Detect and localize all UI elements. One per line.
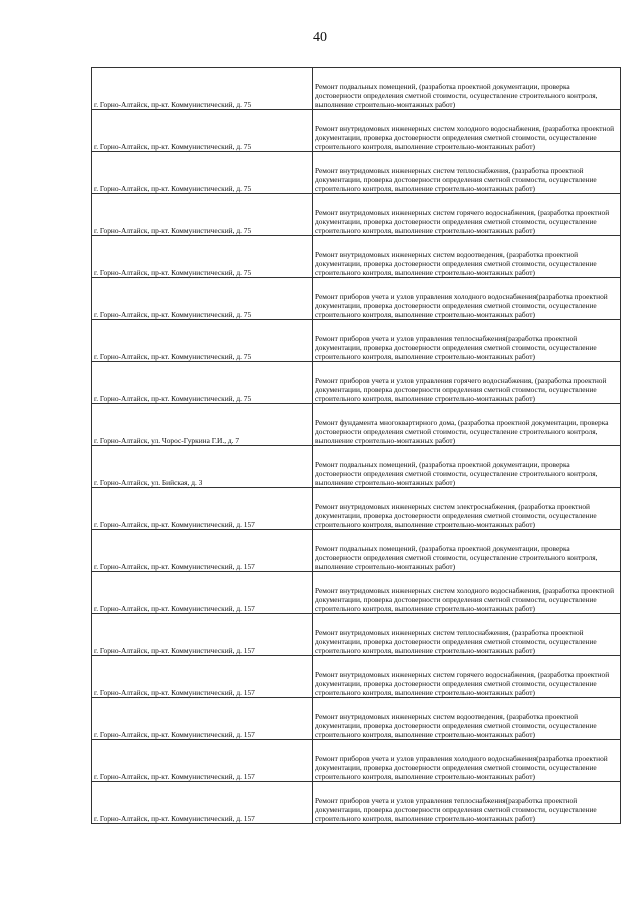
table-row — [92, 194, 621, 236]
table-row — [92, 488, 621, 530]
work-description-cell: Ремонт внутридомовых инженерных систем электроснабжения, (разработка проектной документации, проверка достоверности определения сметной стоимости, осуществление строительного контроля, выполнение строительно-монтажных работ) — [313, 488, 621, 530]
table-row — [92, 236, 621, 278]
address-cell: г. Горно-Алтайск, ул. Чорос-Гуркина Г.И., д. 7 — [92, 404, 313, 446]
table-row — [92, 320, 621, 362]
work-description-cell: Ремонт подвальных помещений, (разработка проектной документации, проверка достоверности определения сметной стоимости, осуществление строительного контроля, выполнение строительно-монтажных работ) — [313, 530, 621, 572]
work-description-cell: Ремонт приборов учета и узлов управления теплоснабжения(разработка проектной документации, проверка достоверности определения сметной стоимости, осуществление строительного контроля, выполнение строительно-монтажных работ) — [313, 320, 621, 362]
address-cell: г. Горно-Алтайск, пр-кт. Коммунистический, д. 75 — [92, 152, 313, 194]
address-cell: г. Горно-Алтайск, пр-кт. Коммунистический, д. 157 — [92, 698, 313, 740]
address-cell: г. Горно-Алтайск, пр-кт. Коммунистический, д. 75 — [92, 236, 313, 278]
work-description-cell: Ремонт приборов учета и узлов управления горячего водоснабжения, (разработка проектной документации, проверка достоверности определения сметной стоимости, осуществление строительного контроля, выполнение строительно-монтажных работ) — [313, 362, 621, 404]
table-row — [92, 530, 621, 572]
address-cell: г. Горно-Алтайск, пр-кт. Коммунистический, д. 75 — [92, 110, 313, 152]
work-description-cell: Ремонт приборов учета и узлов управления теплоснабжения(разработка проектной документации, проверка достоверности определения сметной стоимости, осуществление строительного контроля, выполнение строительно-монтажных работ) — [313, 782, 621, 824]
address-cell: г. Горно-Алтайск, пр-кт. Коммунистический, д. 75 — [92, 68, 313, 110]
table-row — [92, 614, 621, 656]
work-description-cell: Ремонт внутридомовых инженерных систем теплоснабжения, (разработка проектной документации, проверка достоверности определения сметной стоимости, осуществление строительного контроля, выполнение строительно-монтажных работ) — [313, 614, 621, 656]
address-cell: г. Горно-Алтайск, пр-кт. Коммунистический, д. 157 — [92, 656, 313, 698]
address-cell: г. Горно-Алтайск, пр-кт. Коммунистический, д. 157 — [92, 614, 313, 656]
address-cell: г. Горно-Алтайск, пр-кт. Коммунистический, д. 75 — [92, 278, 313, 320]
table-row — [92, 278, 621, 320]
work-description-cell: Ремонт подвальных помещений, (разработка проектной документации, проверка достоверности определения сметной стоимости, осуществление строительного контроля, выполнение строительно-монтажных работ) — [313, 446, 621, 488]
address-cell: г. Горно-Алтайск, ул. Бийская, д. 3 — [92, 446, 313, 488]
table-row — [92, 656, 621, 698]
work-description-cell: Ремонт приборов учета и узлов управления холодного водоснабжения(разработка проектной документации, проверка достоверности определения сметной стоимости, осуществление строительного контроля, выполнение строительно-монтажных работ) — [313, 278, 621, 320]
address-cell: г. Горно-Алтайск, пр-кт. Коммунистический, д. 75 — [92, 362, 313, 404]
work-description-cell: Ремонт внутридомовых инженерных систем холодного водоснабжения, (разработка проектной документации, проверка достоверности определения сметной стоимости, осуществление строительного контроля, выполнение строительно-монтажных работ) — [313, 110, 621, 152]
page-number: 40 — [313, 30, 327, 45]
table-row — [92, 362, 621, 404]
work-description-cell: Ремонт фундамента многоквартирного дома, (разработка проектной документации, проверка достоверности определения сметной стоимости, осуществление строительного контроля, выполнение строительно-монтажных работ) — [313, 404, 621, 446]
work-description-cell: Ремонт внутридомовых инженерных систем горячего водоснабжения, (разработка проектной документации, проверка достоверности определения сметной стоимости, осуществление строительного контроля, выполнение строительно-монтажных работ) — [313, 194, 621, 236]
work-description-cell: Ремонт внутридомовых инженерных систем горячего водоснабжения, (разработка проектной документации, проверка достоверности определения сметной стоимости, осуществление строительного контроля, выполнение строительно-монтажных работ) — [313, 656, 621, 698]
table-row — [92, 782, 621, 824]
work-description-cell: Ремонт внутридомовых инженерных систем холодного водоснабжения, (разработка проектной документации, проверка достоверности определения сметной стоимости, осуществление строительного контроля, выполнение строительно-монтажных работ) — [313, 572, 621, 614]
address-cell: г. Горно-Алтайск, пр-кт. Коммунистический, д. 157 — [92, 782, 313, 824]
works-table — [91, 67, 621, 824]
address-cell: г. Горно-Алтайск, пр-кт. Коммунистический, д. 157 — [92, 530, 313, 572]
table-row — [92, 68, 621, 110]
table-row — [92, 152, 621, 194]
work-description-cell: Ремонт приборов учета и узлов управления холодного водоснабжения(разработка проектной документации, проверка достоверности определения сметной стоимости, осуществление строительного контроля, выполнение строительно-монтажных работ) — [313, 740, 621, 782]
address-cell: г. Горно-Алтайск, пр-кт. Коммунистический, д. 75 — [92, 320, 313, 362]
address-cell: г. Горно-Алтайск, пр-кт. Коммунистический, д. 157 — [92, 488, 313, 530]
address-cell: г. Горно-Алтайск, пр-кт. Коммунистический, д. 157 — [92, 740, 313, 782]
work-description-cell: Ремонт внутридомовых инженерных систем водоотведения, (разработка проектной документации, проверка достоверности определения сметной стоимости, осуществление строительного контроля, выполнение строительно-монтажных работ) — [313, 236, 621, 278]
works-table-body — [92, 68, 621, 824]
table-row — [92, 572, 621, 614]
table-row — [92, 404, 621, 446]
work-description-cell: Ремонт внутридомовых инженерных систем водоотведения, (разработка проектной документации, проверка достоверности определения сметной стоимости, осуществление строительного контроля, выполнение строительно-монтажных работ) — [313, 698, 621, 740]
address-cell: г. Горно-Алтайск, пр-кт. Коммунистический, д. 157 — [92, 572, 313, 614]
table-row — [92, 740, 621, 782]
address-cell: г. Горно-Алтайск, пр-кт. Коммунистический, д. 75 — [92, 194, 313, 236]
table-row — [92, 698, 621, 740]
table-row — [92, 110, 621, 152]
work-description-cell: Ремонт внутридомовых инженерных систем теплоснабжения, (разработка проектной документации, проверка достоверности определения сметной стоимости, осуществление строительного контроля, выполнение строительно-монтажных работ) — [313, 152, 621, 194]
work-description-cell: Ремонт подвальных помещений, (разработка проектной документации, проверка достоверности определения сметной стоимости, осуществление строительного контроля, выполнение строительно-монтажных работ) — [313, 68, 621, 110]
table-row — [92, 446, 621, 488]
